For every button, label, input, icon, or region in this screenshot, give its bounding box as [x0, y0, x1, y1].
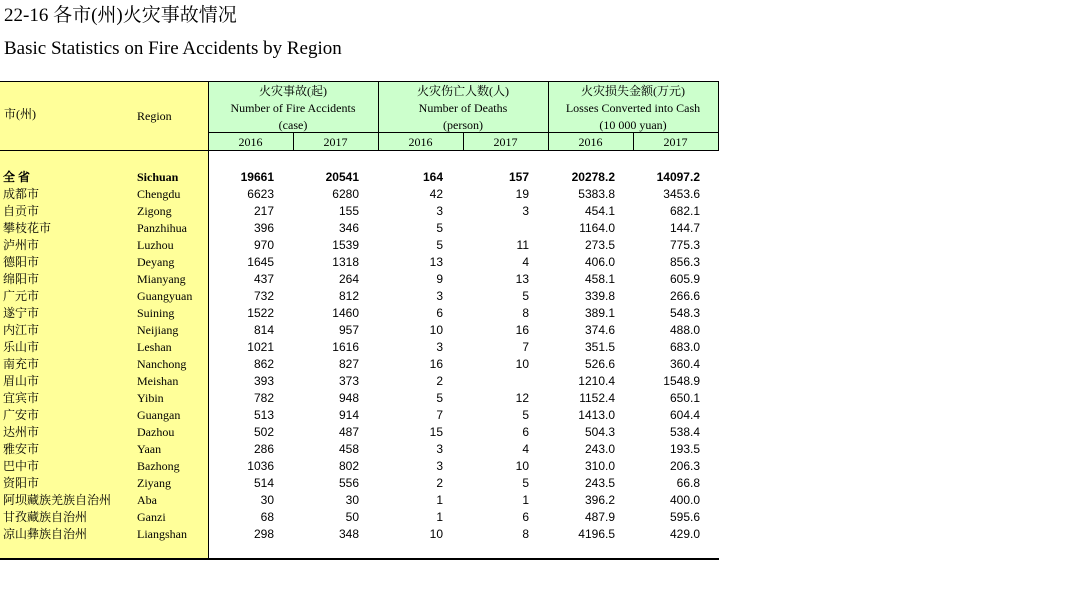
region-name-en: Bazhong	[137, 459, 180, 473]
value-cell: 12	[515, 391, 529, 405]
region-name-cn: 阿坝藏族羌族自治州	[3, 493, 112, 507]
region-name-en: Meishan	[137, 374, 179, 388]
value-cell: 5	[436, 221, 443, 235]
value-cell: 1460	[332, 306, 359, 320]
value-cell: 264	[338, 272, 359, 286]
region-name-cn: 甘孜藏族自治州	[3, 510, 88, 524]
value-cell: 6280	[332, 187, 359, 201]
region-name-en: Neijiang	[137, 323, 179, 337]
value-cell: 393	[253, 374, 274, 388]
table-row	[0, 220, 719, 237]
value-cell: 1645	[247, 255, 274, 269]
region-name-en: Leshan	[137, 340, 172, 354]
region-name-cn: 资阳市	[3, 476, 40, 490]
region-name-cn: 自贡市	[3, 204, 40, 218]
table-row	[0, 271, 719, 288]
region-name-en: Guangyuan	[137, 289, 193, 303]
table-top-rule	[0, 81, 719, 82]
losses-header-cn: 火灾损失金额(万元)	[581, 84, 685, 98]
region-name-en: Guangan	[137, 408, 181, 422]
value-cell: 3	[436, 289, 443, 303]
value-cell: 683.0	[669, 340, 700, 354]
value-cell: 346	[338, 221, 359, 235]
region-name-en: Chengdu	[137, 187, 181, 201]
value-cell: 217	[253, 204, 274, 218]
value-cell: 11	[516, 238, 529, 252]
region-name-cn: 雅安市	[3, 442, 40, 456]
value-cell: 595.6	[669, 510, 700, 524]
value-cell: 5	[522, 408, 529, 422]
value-cell: 286	[253, 442, 274, 456]
fire-accidents-unit: (case)	[278, 118, 308, 132]
value-cell: 1	[522, 493, 529, 507]
year-header: 2016	[408, 135, 433, 149]
value-cell: 487	[338, 425, 359, 439]
value-cell: 526.6	[584, 357, 615, 371]
region-header-en: Region	[137, 109, 172, 123]
value-cell: 487.9	[584, 510, 615, 524]
value-cell: 775.3	[669, 238, 700, 252]
value-cell: 556	[338, 476, 359, 490]
fire-accidents-header-cn: 火灾事故(起)	[259, 84, 327, 98]
table-row	[0, 492, 719, 509]
value-cell: 1	[436, 510, 443, 524]
value-cell: 502	[253, 425, 274, 439]
region-name-en: Panzhihua	[137, 221, 187, 235]
value-cell: 406.0	[584, 255, 615, 269]
value-cell: 19	[515, 187, 529, 201]
value-cell: 538.4	[669, 425, 700, 439]
table-row	[0, 373, 719, 390]
value-cell: 16	[515, 323, 529, 337]
value-cell: 310.0	[584, 459, 615, 473]
value-cell: 1548.9	[663, 374, 700, 388]
page-title-cn: 22-16 各市(州)火灾事故情况	[4, 5, 237, 26]
value-cell: 9	[436, 272, 443, 286]
value-cell: 30	[260, 493, 274, 507]
region-name-cn: 内江市	[3, 323, 40, 337]
value-cell: 3	[436, 442, 443, 456]
value-cell: 513	[253, 408, 274, 422]
region-header-cn: 市(州)	[4, 107, 36, 121]
value-cell: 3	[522, 204, 529, 218]
region-name-cn: 达州市	[3, 425, 40, 439]
value-cell: 8	[522, 527, 529, 541]
table-row	[0, 475, 719, 492]
value-cell: 6	[522, 425, 529, 439]
value-cell: 42	[429, 187, 443, 201]
value-cell: 5	[522, 476, 529, 490]
value-cell: 15	[429, 425, 443, 439]
value-cell: 458	[338, 442, 359, 456]
statistics-table	[0, 81, 719, 559]
value-cell: 1021	[247, 340, 274, 354]
deaths-header-en: Number of Deaths	[418, 101, 508, 115]
region-name-cn: 宜宾市	[3, 391, 40, 405]
year-header: 2016	[238, 135, 263, 149]
value-cell: 16	[429, 357, 443, 371]
year-header: 2017	[663, 135, 688, 149]
region-name-cn: 广元市	[3, 289, 40, 303]
value-cell: 1036	[247, 459, 274, 473]
value-cell: 488.0	[669, 323, 700, 337]
region-name-en: Luzhou	[137, 238, 174, 252]
header-right-rule	[718, 81, 719, 150]
region-name-en: Ganzi	[137, 510, 166, 524]
value-cell: 144.7	[669, 221, 700, 235]
value-cell: 957	[338, 323, 359, 337]
value-cell: 273.5	[584, 238, 615, 252]
region-name-cn: 德阳市	[3, 255, 40, 269]
value-cell: 243.5	[584, 476, 615, 490]
region-name-cn: 泸州市	[3, 238, 40, 252]
region-name-en: Nanchong	[137, 357, 187, 371]
value-cell: 389.1	[584, 306, 615, 320]
value-cell: 650.1	[669, 391, 700, 405]
value-cell: 348	[338, 527, 359, 541]
value-cell: 682.1	[669, 204, 700, 218]
value-cell: 1539	[332, 238, 359, 252]
value-cell: 360.4	[669, 357, 700, 371]
value-cell: 3	[436, 204, 443, 218]
value-cell: 814	[253, 323, 274, 337]
value-cell: 20278.2	[571, 170, 615, 184]
value-cell: 6	[522, 510, 529, 524]
value-cell: 4	[522, 255, 529, 269]
table-row	[0, 203, 719, 220]
year-header: 2017	[323, 135, 348, 149]
value-cell: 30	[345, 493, 359, 507]
value-cell: 243.0	[584, 442, 615, 456]
region-name-en: Yaan	[137, 442, 162, 456]
value-cell: 1164.0	[579, 221, 615, 235]
region-name-en: Dazhou	[137, 425, 175, 439]
value-cell: 339.8	[584, 289, 615, 303]
year-header: 2017	[493, 135, 518, 149]
value-cell: 373	[338, 374, 359, 388]
table-row	[0, 339, 719, 356]
table-row	[0, 237, 719, 254]
value-cell: 458.1	[584, 272, 615, 286]
table-row	[0, 186, 719, 203]
region-name-en: Mianyang	[137, 272, 186, 286]
value-cell: 374.6	[584, 323, 615, 337]
value-cell: 862	[253, 357, 274, 371]
region-name-en: Ziyang	[137, 476, 171, 490]
value-cell: 351.5	[584, 340, 615, 354]
value-cell: 50	[345, 510, 359, 524]
value-cell: 20541	[325, 170, 359, 184]
year-header: 2016	[578, 135, 603, 149]
value-cell: 429.0	[669, 527, 700, 541]
region-name-cn: 绵阳市	[3, 272, 40, 286]
value-cell: 2	[436, 374, 443, 388]
value-cell: 504.3	[584, 425, 615, 439]
value-cell: 5	[436, 391, 443, 405]
region-name-en: Deyang	[137, 255, 175, 269]
table-row	[0, 424, 719, 441]
value-cell: 3453.6	[663, 187, 700, 201]
value-cell: 8	[522, 306, 529, 320]
value-cell: 514	[253, 476, 274, 490]
deaths-unit: (person)	[443, 118, 483, 132]
region-name-cn: 眉山市	[3, 374, 40, 388]
table-row	[0, 458, 719, 475]
region-name-cn: 巴中市	[3, 459, 40, 473]
losses-unit: (10 000 yuan)	[599, 118, 667, 132]
table-row	[0, 526, 719, 543]
value-cell: 193.5	[669, 442, 700, 456]
value-cell: 454.1	[584, 204, 615, 218]
value-cell: 1413.0	[578, 408, 615, 422]
value-cell: 13	[429, 255, 443, 269]
value-cell: 1	[436, 493, 443, 507]
value-cell: 5383.8	[578, 187, 615, 201]
value-cell: 1616	[332, 340, 359, 354]
value-cell: 5	[522, 289, 529, 303]
region-name-en: Aba	[137, 493, 157, 507]
header-bottom-rule	[0, 150, 719, 151]
table-row-total	[0, 169, 719, 186]
region-name-cn: 南充市	[3, 357, 40, 371]
value-cell: 10	[429, 527, 443, 541]
value-cell: 1318	[332, 255, 359, 269]
value-cell: 5	[436, 238, 443, 252]
value-cell: 1522	[247, 306, 274, 320]
value-cell: 548.3	[669, 306, 700, 320]
region-name-cn: 攀枝花市	[3, 221, 52, 235]
value-cell: 66.8	[676, 476, 700, 490]
region-name-cn: 遂宁市	[3, 306, 40, 320]
region-name-en: Liangshan	[137, 527, 187, 541]
region-name-en: Yibin	[137, 391, 164, 405]
value-cell: 605.9	[669, 272, 700, 286]
value-cell: 10	[429, 323, 443, 337]
value-cell: 266.6	[669, 289, 700, 303]
value-cell: 10	[515, 459, 529, 473]
value-cell: 914	[338, 408, 359, 422]
table-row	[0, 407, 719, 424]
value-cell: 4	[522, 442, 529, 456]
value-cell: 2	[436, 476, 443, 490]
value-cell: 14097.2	[656, 170, 700, 184]
table-row	[0, 356, 719, 373]
value-cell: 396	[253, 221, 274, 235]
table-row	[0, 322, 719, 339]
value-cell: 437	[253, 272, 274, 286]
value-cell: 7	[522, 340, 529, 354]
value-cell: 604.4	[669, 408, 700, 422]
value-cell: 10	[515, 357, 529, 371]
table-row	[0, 288, 719, 305]
value-cell: 782	[253, 391, 274, 405]
value-cell: 400.0	[669, 493, 700, 507]
value-cell: 13	[515, 272, 529, 286]
region-name-en: Sichuan	[137, 170, 179, 184]
table-row	[0, 305, 719, 322]
value-cell: 206.3	[669, 459, 700, 473]
region-name-cn: 乐山市	[3, 340, 40, 354]
value-cell: 157	[508, 170, 529, 184]
table-row	[0, 441, 719, 458]
value-cell: 7	[436, 408, 443, 422]
value-cell: 1152.4	[579, 391, 615, 405]
value-cell: 812	[338, 289, 359, 303]
value-cell: 3	[436, 340, 443, 354]
value-cell: 3	[436, 459, 443, 473]
value-cell: 68	[260, 510, 274, 524]
value-cell: 856.3	[669, 255, 700, 269]
value-cell: 948	[338, 391, 359, 405]
region-name-en: Zigong	[137, 204, 172, 218]
region-name-cn: 广安市	[3, 408, 40, 422]
region-name-cn: 凉山彝族自治州	[3, 527, 88, 541]
value-cell: 1210.4	[578, 374, 615, 388]
table-row	[0, 509, 719, 526]
value-cell: 6	[436, 306, 443, 320]
deaths-header-cn: 火灾伤亡人数(人)	[417, 84, 509, 98]
value-cell: 4196.5	[578, 527, 615, 541]
value-cell: 164	[422, 170, 443, 184]
fire-accidents-header-en: Number of Fire Accidents	[230, 101, 356, 115]
value-cell: 155	[338, 204, 359, 218]
value-cell: 19661	[240, 170, 274, 184]
region-name-cn: 成都市	[3, 187, 40, 201]
table-row	[0, 390, 719, 407]
value-cell: 802	[338, 459, 359, 473]
region-name-cn: 全 省	[3, 170, 31, 184]
value-cell: 396.2	[584, 493, 615, 507]
value-cell: 732	[253, 289, 274, 303]
value-cell: 298	[253, 527, 274, 541]
losses-header-en: Losses Converted into Cash	[565, 101, 701, 115]
value-cell: 827	[338, 357, 359, 371]
page-title-en: Basic Statistics on Fire Accidents by Region	[4, 38, 342, 59]
table-row	[0, 254, 719, 271]
table-bottom-rule	[0, 558, 719, 560]
value-cell: 970	[253, 238, 274, 252]
region-name-en: Suining	[137, 306, 175, 320]
value-cell: 6623	[247, 187, 274, 201]
